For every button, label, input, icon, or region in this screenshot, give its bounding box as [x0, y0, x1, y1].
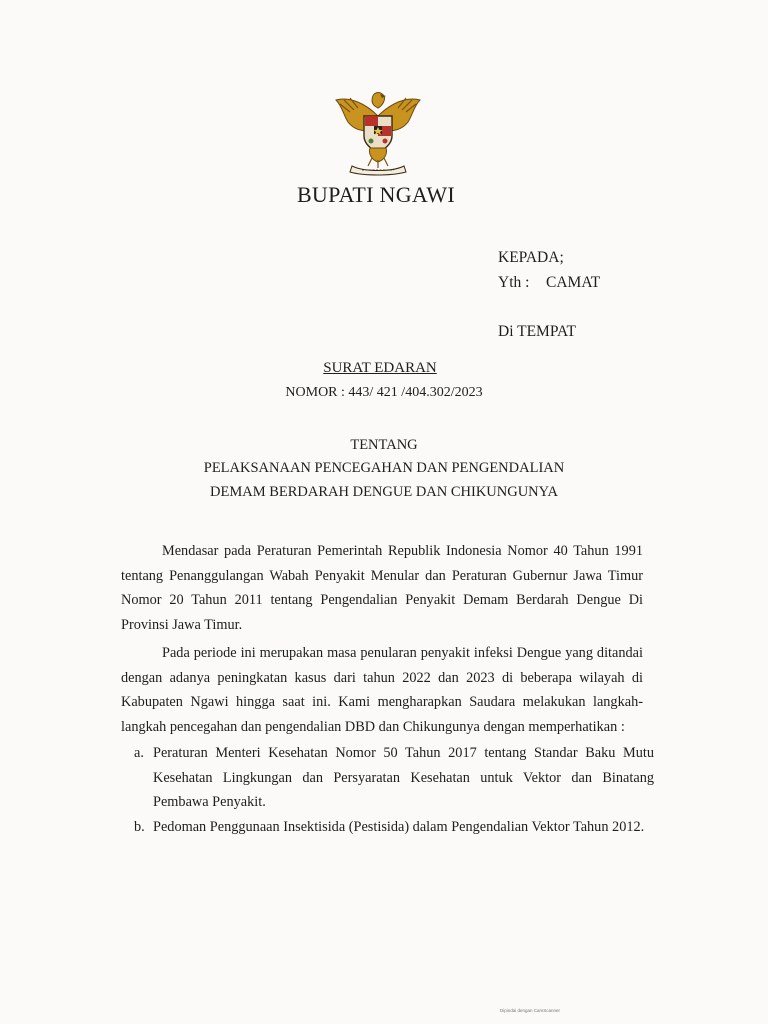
- yth-label: Yth :: [498, 274, 530, 291]
- list-marker: b.: [134, 819, 145, 835]
- kepada-label: KEPADA;: [498, 249, 564, 266]
- body-paragraph-2: Pada periode ini merupakan masa penularan penyakit infeksi Dengue yang ditandai dengan adanya peningkatan kasus dari tahun 2022 dan 2023 di beberapa wilayah di Kabupaten Ngawi hingga saat ini. Kami mengharapkan Saudara melakukan langkah-langkah pencegahan dan pengendalian DBD dan Chikungunya dengan memperhatikan :: [121, 645, 643, 735]
- recipient-name: CAMAT: [546, 274, 601, 291]
- recipient-line: [498, 274, 600, 292]
- place-label: Di TEMPAT: [498, 323, 576, 340]
- subject-line-1: PELAKSANAAN PENCEGAHAN DAN PENGENDALIAN: [203, 460, 565, 476]
- list-item-text: Pedoman Penggunaan Insektisida (Pestisida) dalam Pengendalian Vektor Tahun 2012.: [153, 819, 645, 835]
- letter-type: SURAT EDARAN: [323, 360, 437, 376]
- list-item-text: Peraturan Menteri Kesehatan Nomor 50 Tahun 2017 tentang Standar Baku Mutu Kesehatan Lingkungan dan Persyaratan Kesehatan untuk Vektor dan Binatang Pembawa Penyakit.: [153, 745, 654, 810]
- issuer-title: BUPATI NGAWI: [296, 182, 456, 207]
- list-marker: a.: [134, 745, 144, 761]
- list-item: [134, 815, 654, 840]
- scan-watermark: Dipindai dengan CamScanner: [500, 1008, 561, 1013]
- body-paragraph-1: Mendasar pada Peraturan Pemerintah Republik Indonesia Nomor 40 Tahun 1991 tentang Penanggulangan Wabah Penyakit Menular dan Peraturan Gubernur Jawa Timur Nomor 20 Tahun 2011 tentang Pengendalian Penyakit Demam Berdarah Dengue Di Provinsi Jawa Timur.: [121, 543, 643, 633]
- list-item: [134, 741, 654, 815]
- about-label: TENTANG: [350, 437, 418, 453]
- subject-line-2: DEMAM BERDARAH DENGUE DAN CHIKUNGUNYA: [210, 484, 558, 500]
- letter-number: NOMOR : 443/ 421 /404.302/2023: [285, 385, 483, 400]
- garuda-emblem-icon: [328, 86, 428, 176]
